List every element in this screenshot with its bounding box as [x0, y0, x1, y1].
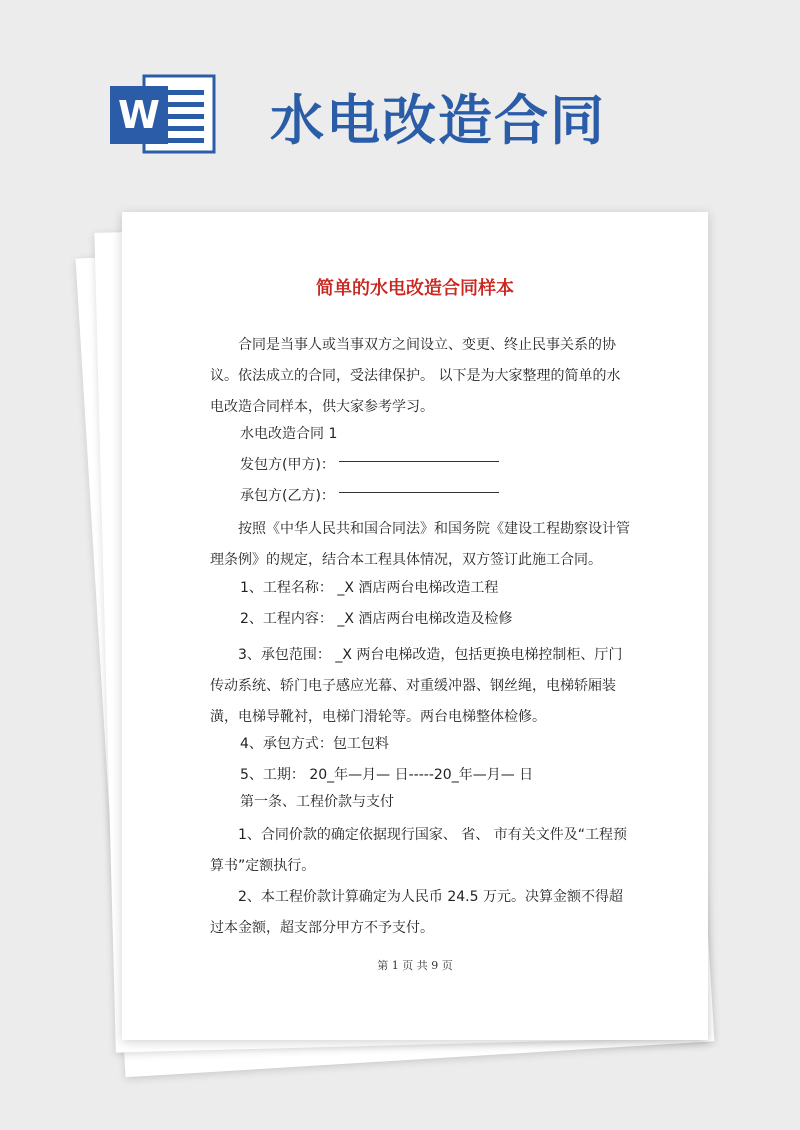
construction-period: 5、工期： 20_年—月— 日-----20_年—月— 日 [240, 767, 534, 783]
project-content: 2、工程内容： _X 酒店两台电梯改造及检修 [240, 611, 513, 627]
signature-line [339, 461, 499, 462]
document-title: 简单的水电改造合同样本 [316, 278, 514, 299]
word-icon-letter: W [118, 93, 160, 137]
party-a-field [240, 450, 660, 481]
intro-paragraph: 合同是当事人或当事双方之间设立、变更、终止民事关系的协议。依法成立的合同，受法律保护。 以下是为大家整理的简单的水电改造合同样本，供大家参考学习。 [210, 337, 621, 415]
section-heading: 第一条、工程价款与支付 [240, 794, 394, 810]
basis-paragraph: 按照《中华人民共和国合同法》和国务院《建设工程勘察设计管理条例》的规定，结合本工程具体情况，双方签订此施工合同。 [210, 521, 630, 568]
party-a-label: 发包方(甲方)： [240, 457, 335, 473]
word-document-icon [110, 72, 222, 156]
price-amount-paragraph: 2、本工程价款计算确定为人民币 24.5 万元。决算金额不得超过本金额，超支部分甲方不予支付。 [210, 889, 623, 936]
project-name: 1、工程名称： _X 酒店两台电梯改造工程 [240, 580, 499, 596]
signature-line [339, 492, 499, 493]
contract-number: 水电改造合同 1 [240, 426, 338, 442]
contract-method: 4、承包方式：包工包料 [240, 736, 389, 752]
project-scope: 3、承包范围： _X 两台电梯改造，包括更换电梯控制柜、厅门传动系统、轿门电子感应光幕、对重缓冲器、钢丝绳，电梯轿厢装潢，电梯导靴衬，电梯门滑轮等。两台电梯整体检修。 [210, 647, 623, 725]
price-basis-paragraph: 1、合同价款的确定依据现行国家、 省、 市有关文件及“工程预算书”定额执行。 [210, 827, 628, 874]
document-page [122, 212, 708, 1040]
page-title: 水电改造合同 [270, 88, 606, 152]
page-footer: 第 1 页 共 9 页 [377, 959, 453, 972]
party-b-field [240, 481, 660, 512]
header-banner [0, 0, 800, 200]
party-b-label: 承包方(乙方)： [240, 488, 335, 504]
